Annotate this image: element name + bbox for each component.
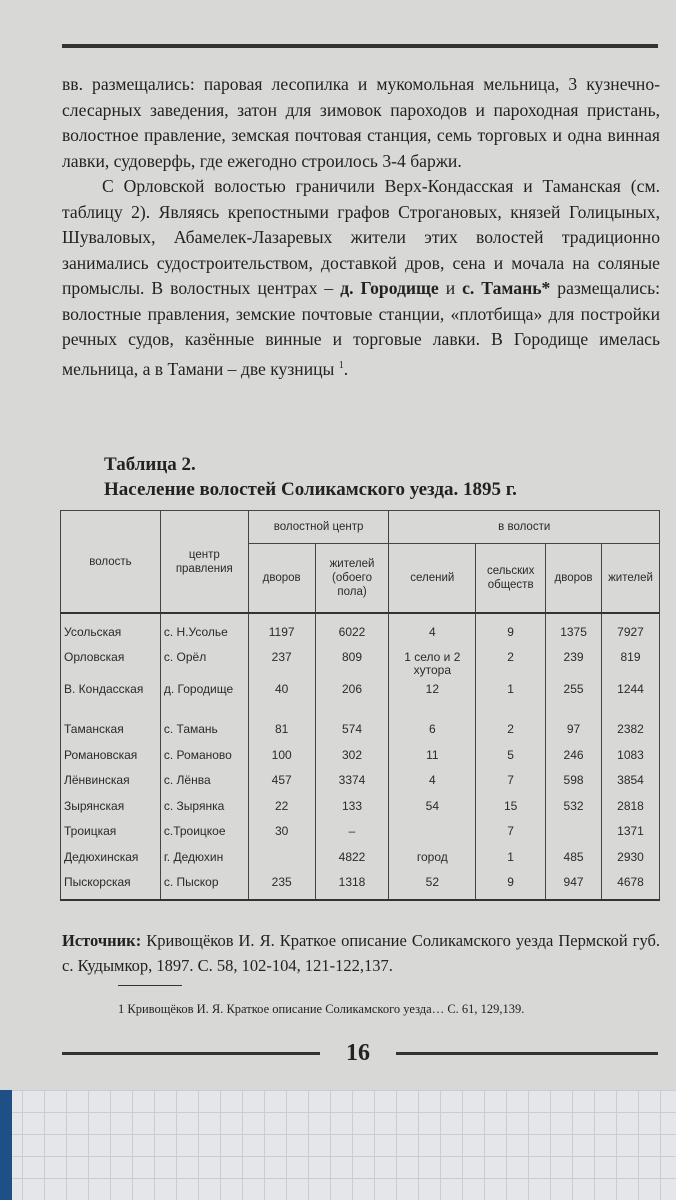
footnote-rule bbox=[118, 985, 182, 986]
table-cell: г. Дедюхин bbox=[160, 845, 248, 871]
table-row bbox=[61, 677, 660, 717]
header-volost: волость bbox=[61, 511, 161, 614]
table-cell: 819 bbox=[602, 645, 660, 677]
table-cell: 255 bbox=[546, 677, 602, 717]
bottom-rule-right bbox=[396, 1052, 658, 1055]
table-cell: 1375 bbox=[546, 613, 602, 645]
table-cell: 4678 bbox=[602, 870, 660, 900]
table-cell: 11 bbox=[389, 743, 476, 769]
table-title: Таблица 2. Население волостей Соликамского уезда. 1895 г. bbox=[104, 454, 517, 500]
table-cell bbox=[389, 819, 476, 845]
header-zhiteley: жителей bbox=[602, 544, 660, 614]
table-cell: 235 bbox=[248, 870, 315, 900]
table-cell: 532 bbox=[546, 794, 602, 820]
table-cell: 246 bbox=[546, 743, 602, 769]
table-cell: с. Лёнва bbox=[160, 768, 248, 794]
table-body bbox=[61, 613, 660, 900]
bottom-rule-left bbox=[62, 1052, 320, 1055]
table-cell: 6022 bbox=[315, 613, 389, 645]
table-cell: 3374 bbox=[315, 768, 389, 794]
table-cell bbox=[546, 819, 602, 845]
table-cell: Орловская bbox=[61, 645, 161, 677]
table-row bbox=[61, 613, 660, 645]
table-cell: 2818 bbox=[602, 794, 660, 820]
page-number: 16 bbox=[346, 1040, 370, 1066]
table-cell: с. Н.Усолье bbox=[160, 613, 248, 645]
table-cell: город bbox=[389, 845, 476, 871]
table-row bbox=[61, 743, 660, 769]
header-dvorov-2: дворов bbox=[546, 544, 602, 614]
table-cell: 3854 bbox=[602, 768, 660, 794]
table-cell: 30 bbox=[248, 819, 315, 845]
table-cell: 1244 bbox=[602, 677, 660, 717]
table-cell: Зырянская bbox=[61, 794, 161, 820]
place-taman: с. Тамань* bbox=[462, 278, 551, 298]
table-cell: д. Городище bbox=[160, 677, 248, 717]
table-cell: 574 bbox=[315, 717, 389, 743]
header-zhiteley-both: жителей (обоего пола) bbox=[315, 544, 389, 614]
table-cell: 1 село и 2 хутора bbox=[389, 645, 476, 677]
table-row bbox=[61, 717, 660, 743]
table-cell: 133 bbox=[315, 794, 389, 820]
footnote-ref: 1 bbox=[338, 359, 344, 371]
population-table bbox=[60, 510, 660, 901]
source-note: Источник: Кривощёков И. Я. Краткое описание Соликамского уезда Пермской губ. с. Кудымкор, 1897. С. 58, 102-104, 121-122,137. bbox=[62, 931, 660, 975]
table-cell bbox=[248, 845, 315, 871]
table-cell: В. Кондасская bbox=[61, 677, 161, 717]
footnote: 1 Кривощёков И. Я. Краткое описание Соликамского уезда… С. 61, 129,139. bbox=[118, 1002, 525, 1016]
table-cell: 237 bbox=[248, 645, 315, 677]
table-cell: 15 bbox=[476, 794, 546, 820]
table-cell: с. Пыскор bbox=[160, 870, 248, 900]
table-row bbox=[61, 845, 660, 871]
table-cell: Дедюхинская bbox=[61, 845, 161, 871]
table-row bbox=[61, 645, 660, 677]
place-gorodishche: д. Городище bbox=[340, 278, 439, 298]
table-cell: 97 bbox=[546, 717, 602, 743]
paragraph-1: вв. размещались: паровая лесопилка и мукомольная мельница, 3 кузнечно-слесарных заведения, затон для зимовок пароходов и пароходная пристань, волостное правление, земская почтовая станция, семь торговых и одна винная лавки, судоверфь, где ежегодно строилось 3-4 баржи. bbox=[62, 74, 660, 171]
table-cell: с. Орёл bbox=[160, 645, 248, 677]
table-cell: Пыскорская bbox=[61, 870, 161, 900]
header-seleniy: селений bbox=[389, 544, 476, 614]
table-cell: 239 bbox=[546, 645, 602, 677]
table-row bbox=[61, 870, 660, 900]
table-cell: Романовская bbox=[61, 743, 161, 769]
table-cell: 1 bbox=[476, 677, 546, 717]
table-cell: 947 bbox=[546, 870, 602, 900]
table-cell: 52 bbox=[389, 870, 476, 900]
table-cell: с. Зырянка bbox=[160, 794, 248, 820]
table-cell: 12 bbox=[389, 677, 476, 717]
table-cell: 7 bbox=[476, 819, 546, 845]
table-cell: Лёнвинская bbox=[61, 768, 161, 794]
table-cell: 100 bbox=[248, 743, 315, 769]
table-cell: 7927 bbox=[602, 613, 660, 645]
table-cell: 9 bbox=[476, 613, 546, 645]
table-cell: 6 bbox=[389, 717, 476, 743]
table-row bbox=[61, 768, 660, 794]
table-cell: Усольская bbox=[61, 613, 161, 645]
table-cell: 809 bbox=[315, 645, 389, 677]
table-cell: – bbox=[315, 819, 389, 845]
table-cell: 1083 bbox=[602, 743, 660, 769]
grid-paper-background bbox=[0, 1090, 676, 1200]
table-cell: 2 bbox=[476, 645, 546, 677]
header-in-volost: в волости bbox=[389, 511, 660, 544]
table-cell: 40 bbox=[248, 677, 315, 717]
table-cell: с. Тамань bbox=[160, 717, 248, 743]
table-cell: 5 bbox=[476, 743, 546, 769]
table-cell: 206 bbox=[315, 677, 389, 717]
table-cell: 457 bbox=[248, 768, 315, 794]
table-cell: 4 bbox=[389, 613, 476, 645]
table-cell: 598 bbox=[546, 768, 602, 794]
table-cell: 1 bbox=[476, 845, 546, 871]
table-row bbox=[61, 794, 660, 820]
header-dvorov: дворов bbox=[248, 544, 315, 614]
top-rule bbox=[62, 44, 658, 48]
table-cell: с.Троицкое bbox=[160, 819, 248, 845]
header-obshchestv: сельских обществ bbox=[476, 544, 546, 614]
table-cell: 81 bbox=[248, 717, 315, 743]
table-row bbox=[61, 819, 660, 845]
table-cell: 7 bbox=[476, 768, 546, 794]
table-cell: Таманская bbox=[61, 717, 161, 743]
table-cell: 485 bbox=[546, 845, 602, 871]
table-cell: 1371 bbox=[602, 819, 660, 845]
table-cell: 4 bbox=[389, 768, 476, 794]
header-center: центр правления bbox=[160, 511, 248, 614]
table-cell: 1318 bbox=[315, 870, 389, 900]
table-cell: 4822 bbox=[315, 845, 389, 871]
table-cell: 22 bbox=[248, 794, 315, 820]
blue-cover-edge bbox=[0, 1090, 12, 1200]
body-text bbox=[62, 72, 660, 382]
table-cell: 54 bbox=[389, 794, 476, 820]
paragraph-2: С Орловской волостью граничили Верх-Кондасская и Таманская (см. таблицу 2). Являясь крепостными графов Строгановых, князей Голицыных, Шуваловых, Абамелек-Лазаревых жители этих волостей традиционно занимались судостроительством, доставкой дров, сена и мочала на соляные промыслы. В волостных центрах – д. Городище и с. Тамань* размещались: волостные правления, земские почтовые станции, «плотбища» для постройки речных судов, казённые винные и торговые лавки. В Городище имелась мельница, а в Тамани – две кузницы $^1$. bbox=[62, 176, 660, 379]
table-cell: Троицкая bbox=[61, 819, 161, 845]
table-cell: 1197 bbox=[248, 613, 315, 645]
table-cell: 2382 bbox=[602, 717, 660, 743]
table-cell: 9 bbox=[476, 870, 546, 900]
table-cell: 302 bbox=[315, 743, 389, 769]
header-volost-center: волостной центр bbox=[248, 511, 389, 544]
table-cell: 2 bbox=[476, 717, 546, 743]
table-cell: с. Романово bbox=[160, 743, 248, 769]
table-cell: 2930 bbox=[602, 845, 660, 871]
